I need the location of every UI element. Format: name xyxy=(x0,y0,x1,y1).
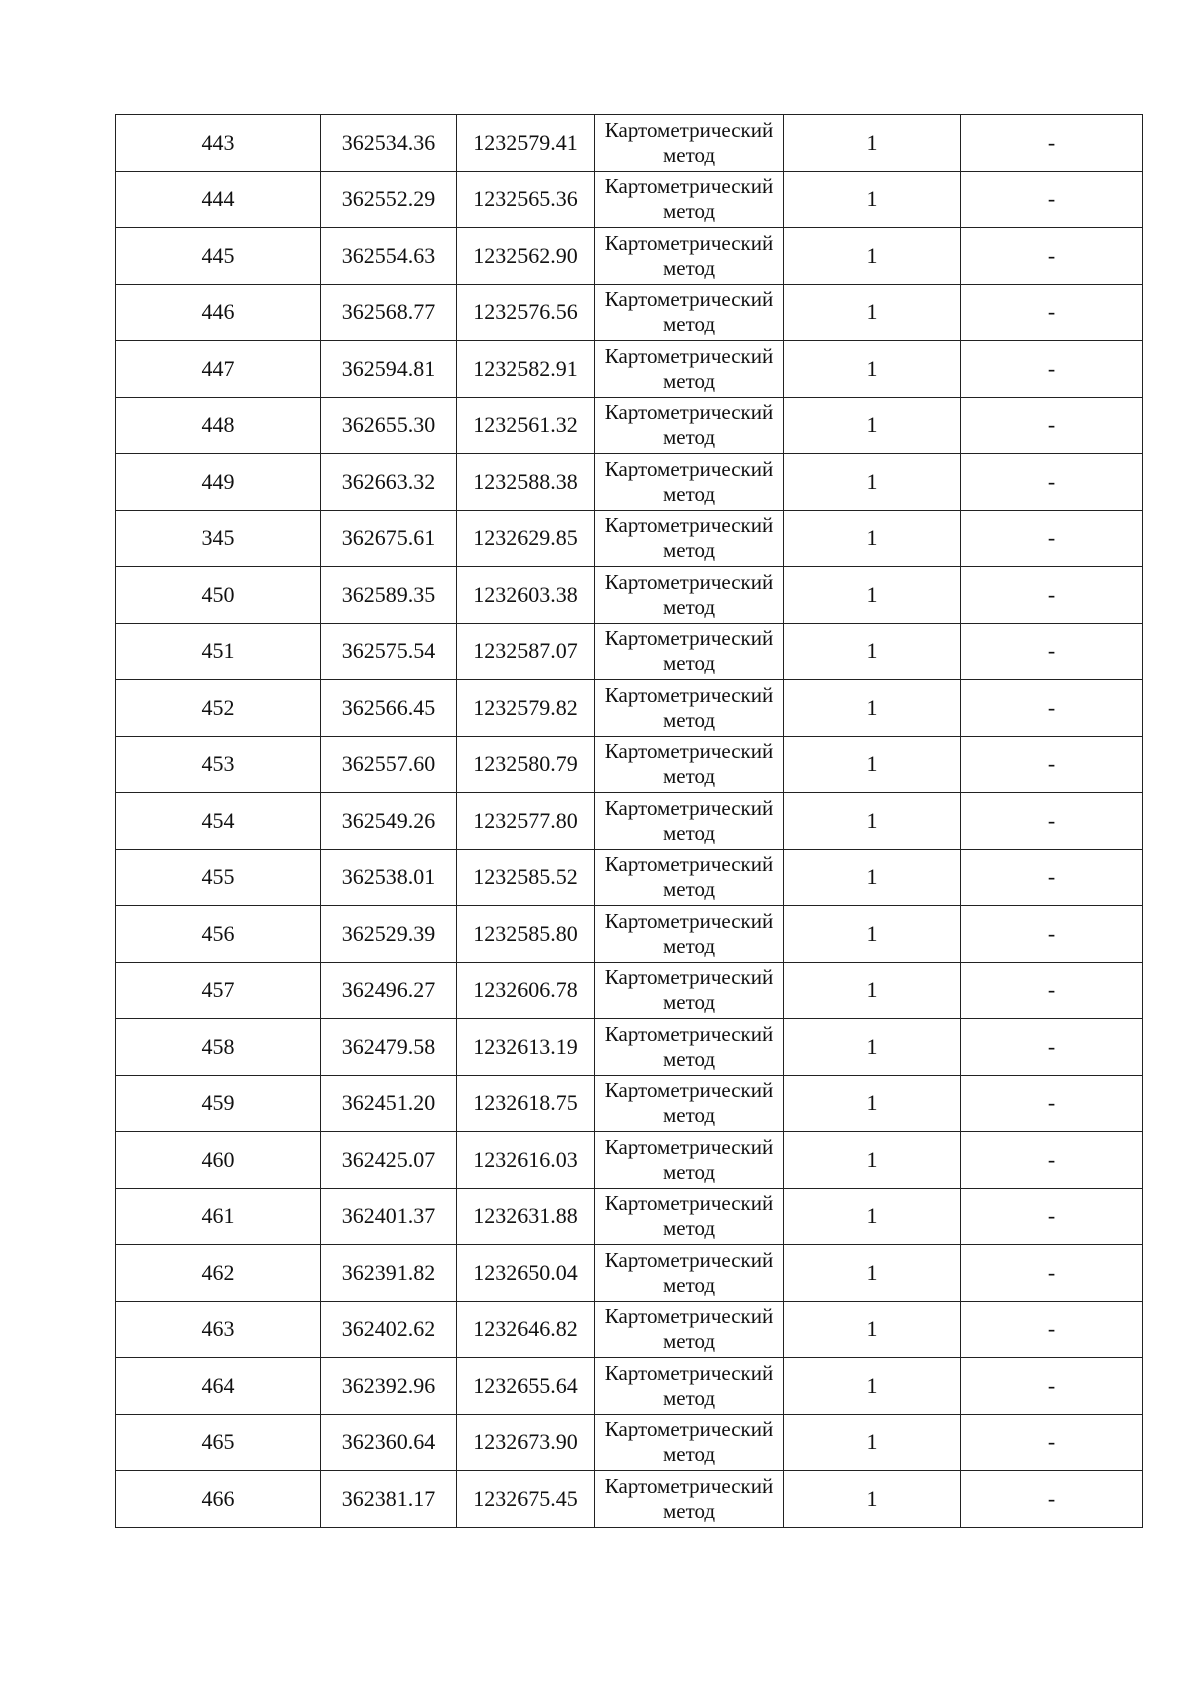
point-number-cell: 450 xyxy=(116,567,321,624)
x-coordinate-cell: 362675.61 xyxy=(321,510,457,567)
point-number-cell: 462 xyxy=(116,1245,321,1302)
note-cell: - xyxy=(961,1132,1143,1189)
y-coordinate-cell: 1232579.82 xyxy=(457,680,595,737)
point-number-cell: 460 xyxy=(116,1132,321,1189)
precision-cell: 1 xyxy=(784,1301,961,1358)
method-cell: Картометрический метод xyxy=(595,906,784,963)
method-cell: Картометрический метод xyxy=(595,454,784,511)
precision-cell: 1 xyxy=(784,623,961,680)
y-coordinate-cell: 1232576.56 xyxy=(457,284,595,341)
note-cell: - xyxy=(961,736,1143,793)
method-cell: Картометрический метод xyxy=(595,228,784,285)
note-cell: - xyxy=(961,1019,1143,1076)
x-coordinate-cell: 362575.54 xyxy=(321,623,457,680)
method-cell: Картометрический метод xyxy=(595,736,784,793)
table-row xyxy=(116,115,1143,172)
method-cell: Картометрический метод xyxy=(595,1358,784,1415)
y-coordinate-cell: 1232673.90 xyxy=(457,1414,595,1471)
y-coordinate-cell: 1232646.82 xyxy=(457,1301,595,1358)
y-coordinate-cell: 1232561.32 xyxy=(457,397,595,454)
y-coordinate-cell: 1232585.52 xyxy=(457,849,595,906)
note-cell: - xyxy=(961,1188,1143,1245)
method-cell: Картометрический метод xyxy=(595,567,784,624)
y-coordinate-cell: 1232562.90 xyxy=(457,228,595,285)
precision-cell: 1 xyxy=(784,397,961,454)
precision-cell: 1 xyxy=(784,454,961,511)
precision-cell: 1 xyxy=(784,228,961,285)
precision-cell: 1 xyxy=(784,1245,961,1302)
point-number-cell: 465 xyxy=(116,1414,321,1471)
point-number-cell: 459 xyxy=(116,1075,321,1132)
x-coordinate-cell: 362451.20 xyxy=(321,1075,457,1132)
point-number-cell: 461 xyxy=(116,1188,321,1245)
method-cell: Картометрический метод xyxy=(595,962,784,1019)
x-coordinate-cell: 362663.32 xyxy=(321,454,457,511)
precision-cell: 1 xyxy=(784,736,961,793)
x-coordinate-cell: 362391.82 xyxy=(321,1245,457,1302)
table-row xyxy=(116,397,1143,454)
point-number-cell: 451 xyxy=(116,623,321,680)
note-cell: - xyxy=(961,1301,1143,1358)
point-number-cell: 446 xyxy=(116,284,321,341)
note-cell: - xyxy=(961,115,1143,172)
note-cell: - xyxy=(961,962,1143,1019)
table-row xyxy=(116,849,1143,906)
method-cell: Картометрический метод xyxy=(595,1188,784,1245)
y-coordinate-cell: 1232582.91 xyxy=(457,341,595,398)
method-cell: Картометрический метод xyxy=(595,1471,784,1528)
table-row xyxy=(116,623,1143,680)
table-row xyxy=(116,793,1143,850)
x-coordinate-cell: 362538.01 xyxy=(321,849,457,906)
method-cell: Картометрический метод xyxy=(595,115,784,172)
precision-cell: 1 xyxy=(784,849,961,906)
y-coordinate-cell: 1232606.78 xyxy=(457,962,595,1019)
note-cell: - xyxy=(961,623,1143,680)
coordinates-table xyxy=(115,114,1143,1528)
y-coordinate-cell: 1232650.04 xyxy=(457,1245,595,1302)
method-cell: Картометрический метод xyxy=(595,1075,784,1132)
method-cell: Картометрический метод xyxy=(595,1019,784,1076)
x-coordinate-cell: 362557.60 xyxy=(321,736,457,793)
table-row xyxy=(116,736,1143,793)
x-coordinate-cell: 362496.27 xyxy=(321,962,457,1019)
point-number-cell: 454 xyxy=(116,793,321,850)
note-cell: - xyxy=(961,397,1143,454)
method-cell: Картометрический метод xyxy=(595,284,784,341)
method-cell: Картометрический метод xyxy=(595,623,784,680)
table-row xyxy=(116,1019,1143,1076)
precision-cell: 1 xyxy=(784,1358,961,1415)
point-number-cell: 445 xyxy=(116,228,321,285)
precision-cell: 1 xyxy=(784,793,961,850)
point-number-cell: 443 xyxy=(116,115,321,172)
point-number-cell: 345 xyxy=(116,510,321,567)
method-cell: Картометрический метод xyxy=(595,397,784,454)
x-coordinate-cell: 362534.36 xyxy=(321,115,457,172)
table-row xyxy=(116,680,1143,737)
x-coordinate-cell: 362566.45 xyxy=(321,680,457,737)
y-coordinate-cell: 1232616.03 xyxy=(457,1132,595,1189)
note-cell: - xyxy=(961,171,1143,228)
x-coordinate-cell: 362479.58 xyxy=(321,1019,457,1076)
table-row xyxy=(116,1132,1143,1189)
note-cell: - xyxy=(961,228,1143,285)
table-row xyxy=(116,1471,1143,1528)
precision-cell: 1 xyxy=(784,115,961,172)
method-cell: Картометрический метод xyxy=(595,1414,784,1471)
precision-cell: 1 xyxy=(784,962,961,1019)
note-cell: - xyxy=(961,1414,1143,1471)
x-coordinate-cell: 362594.81 xyxy=(321,341,457,398)
precision-cell: 1 xyxy=(784,1075,961,1132)
y-coordinate-cell: 1232588.38 xyxy=(457,454,595,511)
method-cell: Картометрический метод xyxy=(595,1132,784,1189)
y-coordinate-cell: 1232603.38 xyxy=(457,567,595,624)
table-row xyxy=(116,1414,1143,1471)
table-row xyxy=(116,1188,1143,1245)
table-row xyxy=(116,906,1143,963)
y-coordinate-cell: 1232579.41 xyxy=(457,115,595,172)
note-cell: - xyxy=(961,1245,1143,1302)
table-row xyxy=(116,962,1143,1019)
point-number-cell: 447 xyxy=(116,341,321,398)
x-coordinate-cell: 362392.96 xyxy=(321,1358,457,1415)
x-coordinate-cell: 362381.17 xyxy=(321,1471,457,1528)
method-cell: Картометрический метод xyxy=(595,793,784,850)
x-coordinate-cell: 362552.29 xyxy=(321,171,457,228)
method-cell: Картометрический метод xyxy=(595,680,784,737)
precision-cell: 1 xyxy=(784,1471,961,1528)
table-row xyxy=(116,171,1143,228)
method-cell: Картометрический метод xyxy=(595,1301,784,1358)
table-row xyxy=(116,1301,1143,1358)
y-coordinate-cell: 1232655.64 xyxy=(457,1358,595,1415)
note-cell: - xyxy=(961,1471,1143,1528)
note-cell: - xyxy=(961,1075,1143,1132)
note-cell: - xyxy=(961,284,1143,341)
method-cell: Картометрический метод xyxy=(595,341,784,398)
y-coordinate-cell: 1232629.85 xyxy=(457,510,595,567)
point-number-cell: 455 xyxy=(116,849,321,906)
point-number-cell: 449 xyxy=(116,454,321,511)
table-row xyxy=(116,341,1143,398)
y-coordinate-cell: 1232675.45 xyxy=(457,1471,595,1528)
method-cell: Картометрический метод xyxy=(595,849,784,906)
note-cell: - xyxy=(961,510,1143,567)
x-coordinate-cell: 362554.63 xyxy=(321,228,457,285)
y-coordinate-cell: 1232618.75 xyxy=(457,1075,595,1132)
point-number-cell: 452 xyxy=(116,680,321,737)
x-coordinate-cell: 362568.77 xyxy=(321,284,457,341)
precision-cell: 1 xyxy=(784,680,961,737)
y-coordinate-cell: 1232631.88 xyxy=(457,1188,595,1245)
y-coordinate-cell: 1232580.79 xyxy=(457,736,595,793)
method-cell: Картометрический метод xyxy=(595,1245,784,1302)
point-number-cell: 448 xyxy=(116,397,321,454)
point-number-cell: 456 xyxy=(116,906,321,963)
note-cell: - xyxy=(961,680,1143,737)
table-row xyxy=(116,228,1143,285)
table-row xyxy=(116,567,1143,624)
x-coordinate-cell: 362549.26 xyxy=(321,793,457,850)
table-row xyxy=(116,1358,1143,1415)
note-cell: - xyxy=(961,849,1143,906)
point-number-cell: 458 xyxy=(116,1019,321,1076)
x-coordinate-cell: 362655.30 xyxy=(321,397,457,454)
y-coordinate-cell: 1232613.19 xyxy=(457,1019,595,1076)
note-cell: - xyxy=(961,567,1143,624)
note-cell: - xyxy=(961,341,1143,398)
precision-cell: 1 xyxy=(784,510,961,567)
table-row xyxy=(116,454,1143,511)
precision-cell: 1 xyxy=(784,906,961,963)
x-coordinate-cell: 362360.64 xyxy=(321,1414,457,1471)
y-coordinate-cell: 1232577.80 xyxy=(457,793,595,850)
precision-cell: 1 xyxy=(784,1132,961,1189)
y-coordinate-cell: 1232565.36 xyxy=(457,171,595,228)
precision-cell: 1 xyxy=(784,567,961,624)
precision-cell: 1 xyxy=(784,341,961,398)
precision-cell: 1 xyxy=(784,1019,961,1076)
table-row xyxy=(116,1075,1143,1132)
x-coordinate-cell: 362401.37 xyxy=(321,1188,457,1245)
y-coordinate-cell: 1232587.07 xyxy=(457,623,595,680)
x-coordinate-cell: 362425.07 xyxy=(321,1132,457,1189)
point-number-cell: 453 xyxy=(116,736,321,793)
point-number-cell: 463 xyxy=(116,1301,321,1358)
x-coordinate-cell: 362402.62 xyxy=(321,1301,457,1358)
y-coordinate-cell: 1232585.80 xyxy=(457,906,595,963)
table-row xyxy=(116,284,1143,341)
point-number-cell: 457 xyxy=(116,962,321,1019)
precision-cell: 1 xyxy=(784,1188,961,1245)
note-cell: - xyxy=(961,906,1143,963)
note-cell: - xyxy=(961,1358,1143,1415)
table-row xyxy=(116,1245,1143,1302)
point-number-cell: 444 xyxy=(116,171,321,228)
x-coordinate-cell: 362529.39 xyxy=(321,906,457,963)
x-coordinate-cell: 362589.35 xyxy=(321,567,457,624)
point-number-cell: 466 xyxy=(116,1471,321,1528)
coordinates-table-body xyxy=(116,115,1143,1528)
note-cell: - xyxy=(961,793,1143,850)
precision-cell: 1 xyxy=(784,1414,961,1471)
precision-cell: 1 xyxy=(784,171,961,228)
note-cell: - xyxy=(961,454,1143,511)
precision-cell: 1 xyxy=(784,284,961,341)
table-row xyxy=(116,510,1143,567)
method-cell: Картометрический метод xyxy=(595,171,784,228)
point-number-cell: 464 xyxy=(116,1358,321,1415)
method-cell: Картометрический метод xyxy=(595,510,784,567)
